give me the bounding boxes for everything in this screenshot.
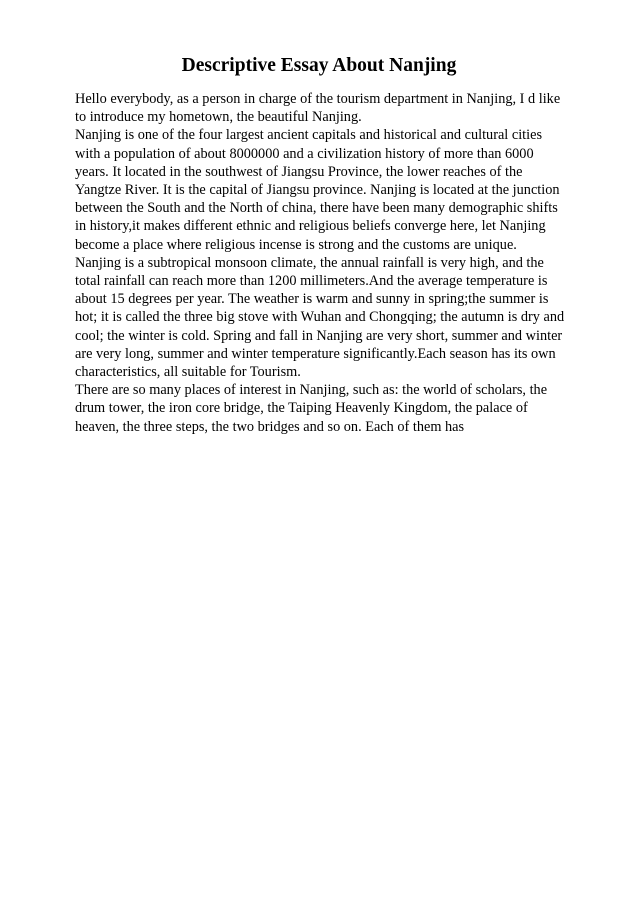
paragraph-climate: Nanjing is a subtropical monsoon climate, the annual rainfall is very high, and the total rainfall can reach more than 1200 millimeters.And the average temperature is about 15 degrees per year. The weather is warm and sunny in spring;the summer is hot; it is called the three big stove with Wuhan and Chongqing; the autumn is dry and cool; the winter is cold. Spring and fall in Nanjing are very short, summer and winter are very long, summer and winter temperature significantly.Each season has its own characteristics, all suitable for Tourism. (75, 254, 565, 381)
paragraph-history-location: Nanjing is one of the four largest ancient capitals and historical and cultural cities with a population of about 8000000 and a civilization history of more than 6000 years. It located in the southwest of Jiangsu Province, the lower reaches of the Yangtze River. It is the capital of Jiangsu province. Nanjing is located at the junction between the South and the North of china, there have been many demographic shifts in history,it makes different ethnic and religious beliefs converge here, let Nanjing become a place where religious incense is strong and the customs are unique. (75, 127, 560, 253)
essay-body (75, 90, 569, 436)
paragraph-places-of-interest: There are so many places of interest in Nanjing, such as: the world of scholars, the drum tower, the iron core bridge, the Taiping Heavenly Kingdom, the palace of heaven, the three steps, the two bridges and so on. Each of them has (75, 382, 548, 435)
page-title: Descriptive Essay About Nanjing (181, 55, 457, 76)
paragraph-introduction: Hello everybody, as a person in charge of the tourism department in Nanjing, I d like to introduce my hometown, the beautiful Nanjing. (75, 91, 561, 126)
